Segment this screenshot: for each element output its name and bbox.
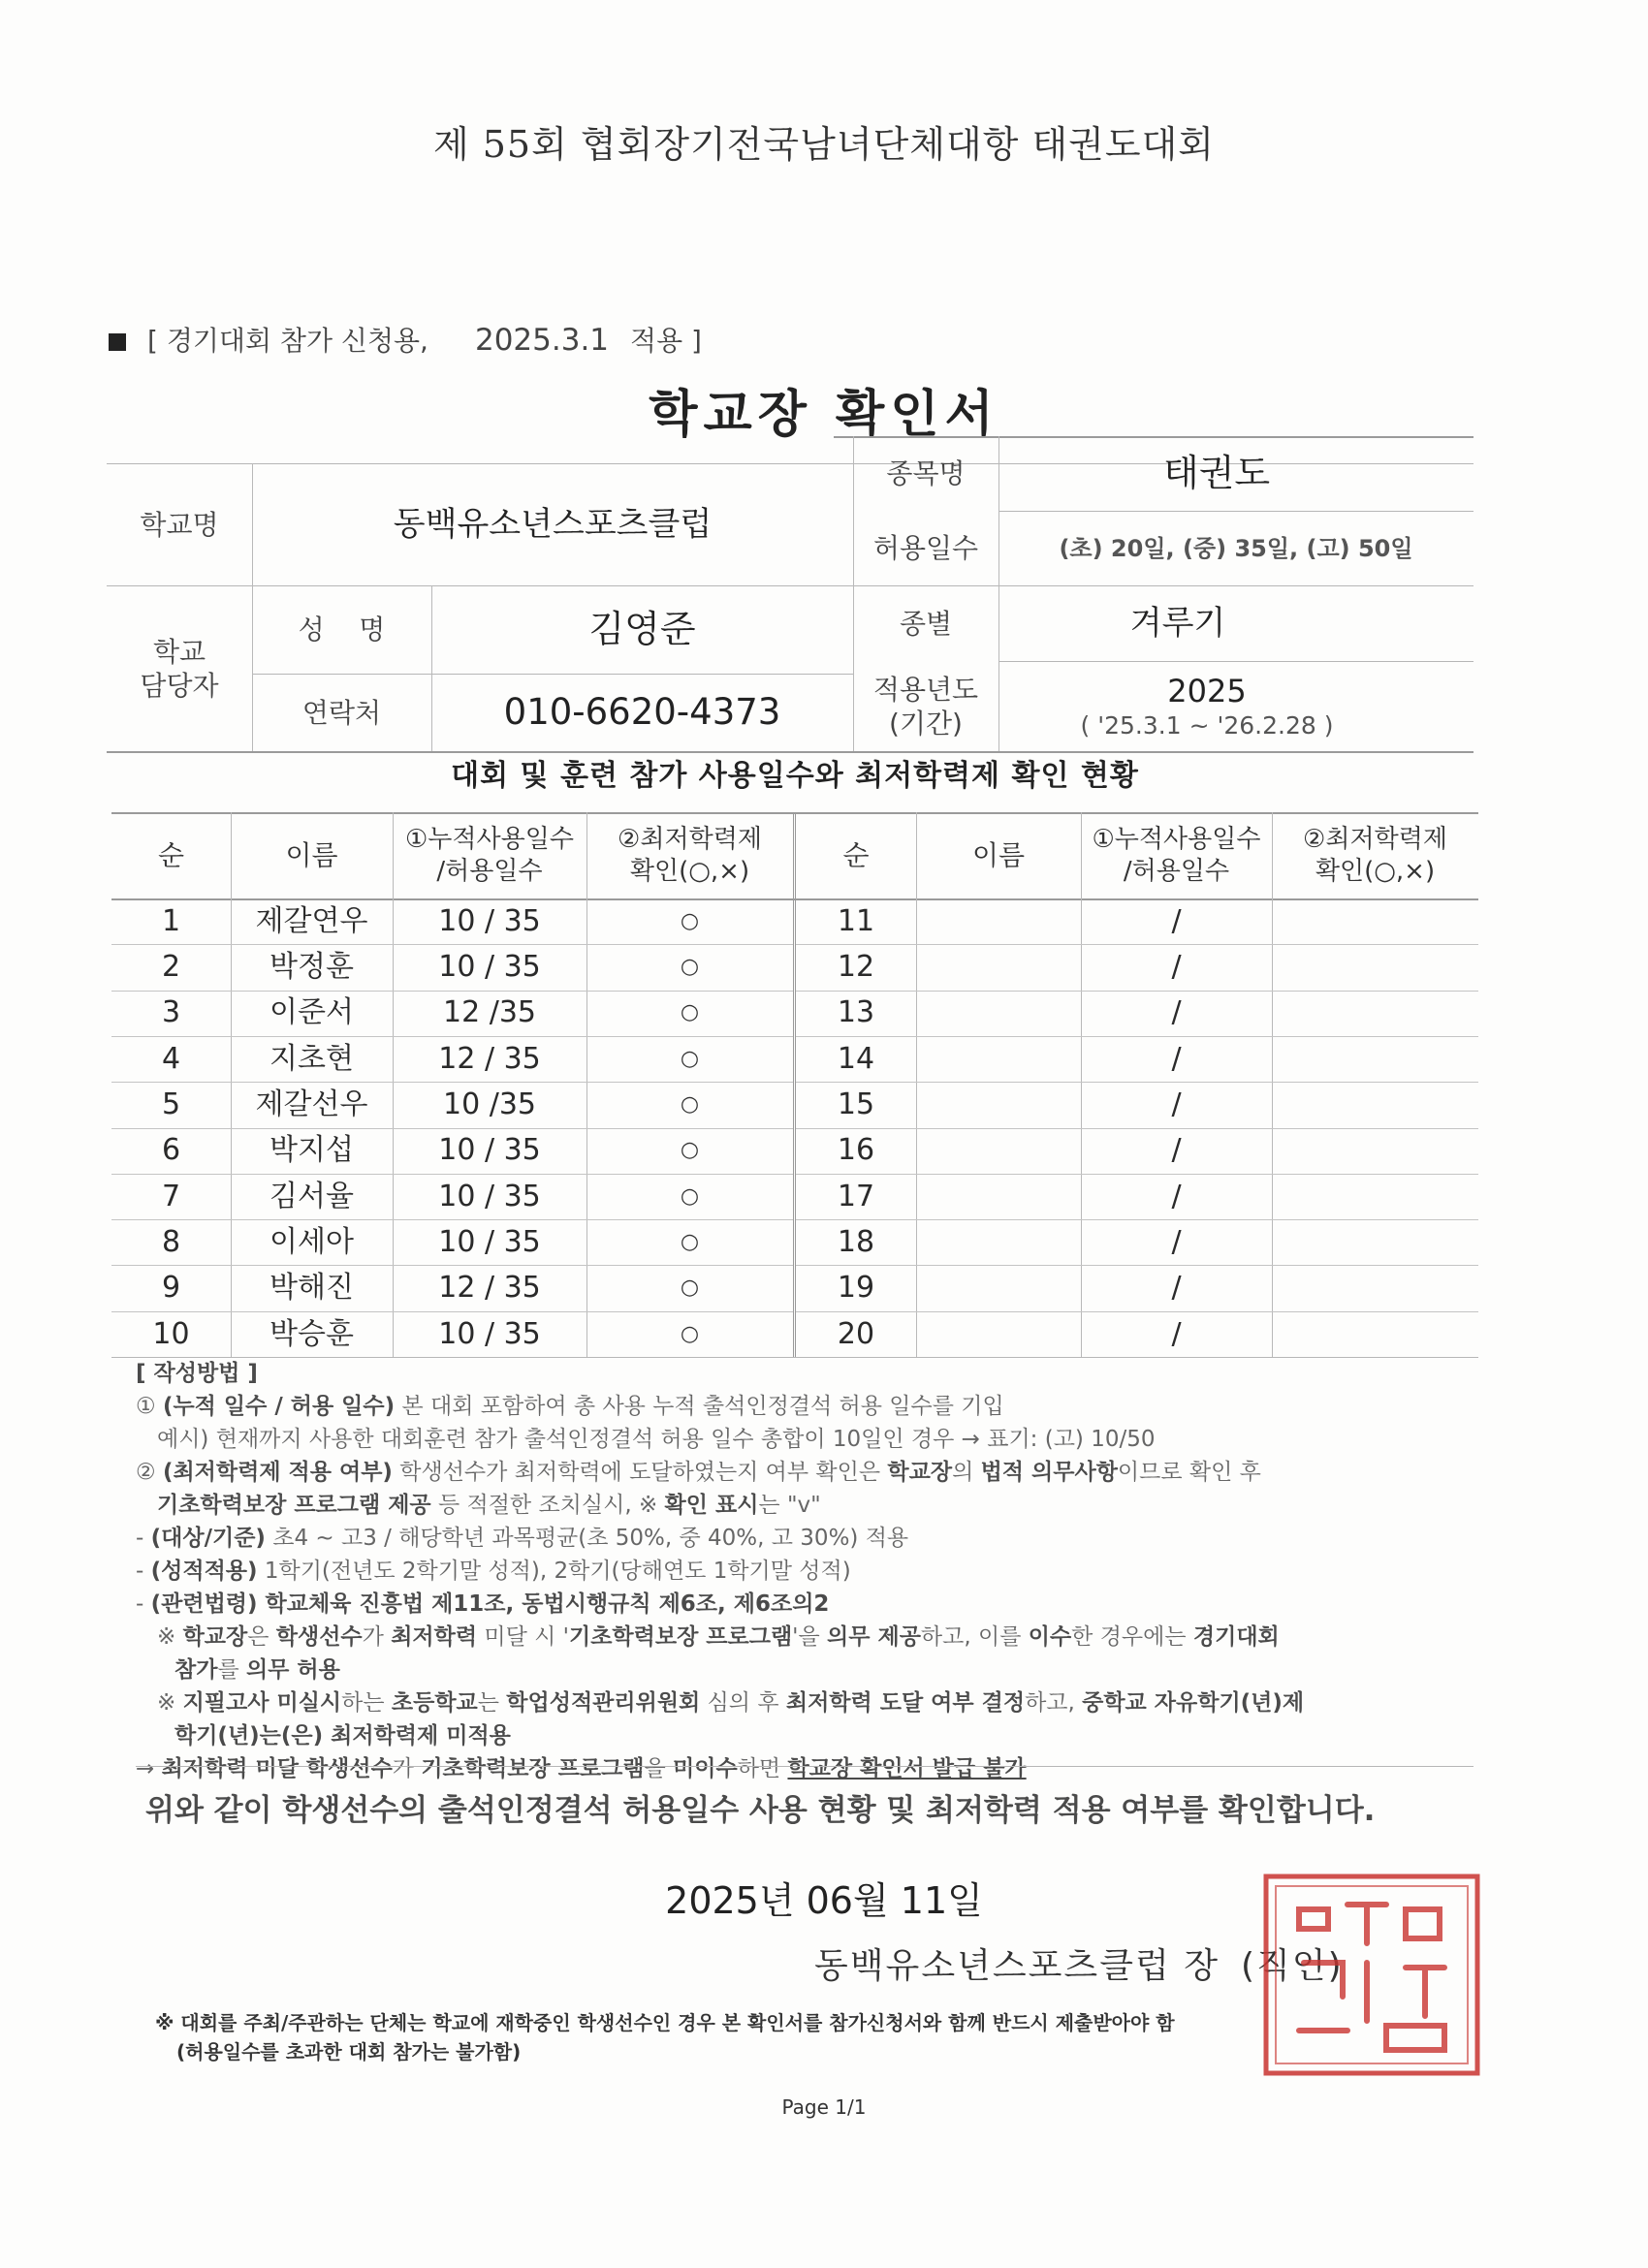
student-name — [916, 944, 1081, 990]
student-name — [916, 1174, 1081, 1219]
row-number: 5 — [161, 1087, 181, 1122]
grade-check: ○ — [680, 955, 700, 980]
row-number: 4 — [161, 1041, 181, 1076]
days-used: 10 / 35 — [438, 1224, 541, 1259]
row-number: 16 — [837, 1133, 875, 1168]
student-name: 제갈연우 — [255, 903, 368, 938]
confirmation-statement: 위와 같이 학생선수의 출석인정결석 허용일수 사용 현황 및 최저학력 적용 여부를 확인합니다. — [145, 1793, 1376, 1828]
instruction-line: → 최저학력 미달 학생선수가 기초학력보장 프로그램을 미이수하면 학교장 확인서 발급 불가 — [136, 1756, 1027, 1781]
grade-check: ○ — [680, 1138, 700, 1163]
instruction-line: 기초학력보장 프로그램 제공 등 적절한 조치실시, ※ 확인 표시는 "v" — [157, 1493, 821, 1518]
days-used: / — [1171, 1316, 1182, 1351]
col-header-grade-right: ②최저학력제 확인(○,×) — [1303, 825, 1447, 886]
row-number: 8 — [161, 1224, 181, 1259]
sport-value: 태권도 — [1163, 451, 1271, 494]
row-number: 6 — [161, 1133, 181, 1168]
instruction-line: - (관련법령) 학교체육 진흥법 제11조, 동법시행규칙 제6조, 제6조의2 — [136, 1591, 830, 1617]
manager-name-value: 김영준 — [588, 607, 696, 650]
col-header-days: ①누적사용일수 /허용일수 — [404, 825, 574, 886]
instruction-line: 학기(년)는(은) 최저학력제 미적용 — [174, 1723, 511, 1748]
grade-check: ○ — [680, 908, 700, 933]
grade-check — [1272, 1311, 1478, 1357]
notice-line-2: (허용일수를 초과한 대회 참가는 불가함) — [176, 2040, 522, 2063]
days-used: 10 / 35 — [438, 1133, 541, 1168]
student-name — [916, 1082, 1081, 1127]
contact-label: 연락처 — [301, 696, 382, 729]
instruction-line: ① (누적 일수 / 허용 일수) 본 대회 포함하여 총 사용 누적 출석인정결석 허용 일수를 기입 — [136, 1394, 1004, 1419]
student-name: 박승훈 — [269, 1316, 354, 1351]
name-label: 성 명 — [298, 614, 386, 646]
row-number: 11 — [837, 903, 875, 938]
days-used: 10 /35 — [443, 1087, 536, 1122]
footer-notice — [155, 2008, 1175, 2066]
student-name: 지초현 — [269, 1041, 354, 1076]
grade-check — [1272, 944, 1478, 990]
days-used: / — [1171, 1087, 1182, 1122]
row-number: 19 — [837, 1271, 875, 1306]
notice-line-1: ※ 대회를 주최/주관하는 단체는 학교에 재학중인 학생선수인 경우 본 확인서를 참가신청서와 함께 반드시 제출받아야 함 — [155, 2011, 1175, 2034]
status-section-title: 대회 및 훈련 참가 사용일수와 최저학력제 확인 현황 — [451, 759, 1139, 793]
days-used: / — [1171, 1224, 1182, 1259]
col-header-name-right: 이름 — [971, 839, 1026, 871]
row-number: 1 — [161, 903, 181, 938]
grade-check — [1272, 898, 1478, 944]
days-used: 10 / 35 — [438, 1316, 541, 1351]
grade-check: ○ — [680, 1000, 700, 1025]
student-name: 김서율 — [269, 1179, 354, 1213]
days-used: / — [1171, 903, 1182, 938]
event-category-label: 종별 — [899, 607, 953, 640]
row-number: 3 — [161, 995, 181, 1030]
col-header-no: 순 — [157, 839, 185, 871]
row-number: 13 — [837, 995, 875, 1030]
instruction-line: ※ 학교장은 학생선수가 최저학력 미달 시 '기초학력보장 프로그램'을 의무 제공하고, 이를 이수한 경우에는 경기대회 — [157, 1624, 1280, 1650]
student-name: 이준서 — [269, 995, 354, 1030]
student-name: 박정훈 — [269, 950, 354, 985]
col-header-days-right: ①누적사용일수 /허용일수 — [1092, 825, 1261, 886]
col-header-name: 이름 — [285, 839, 338, 871]
allowed-days-label: 허용일수 — [872, 532, 979, 564]
seal-glyph-strokes — [1299, 1905, 1444, 2050]
instructions-block — [136, 1357, 1512, 1785]
student-name: 박지섭 — [269, 1133, 354, 1168]
student-name: 제갈선우 — [255, 1087, 368, 1122]
school-name-label: 학교명 — [140, 508, 219, 541]
apply-year-cell — [998, 661, 1415, 751]
grade-check — [1272, 1082, 1478, 1127]
signer-name: 동백유소년스포츠클럽 장 — [814, 1946, 1220, 1986]
days-used: 10 / 35 — [438, 950, 541, 985]
grade-check: ○ — [680, 1092, 700, 1118]
student-name: 이세아 — [269, 1224, 354, 1259]
row-number: 20 — [837, 1316, 875, 1351]
student-name — [916, 1128, 1081, 1174]
seal-placeholder: (직인) — [1240, 1946, 1344, 1986]
manager-label: 학교 담당자 — [140, 635, 219, 702]
instruction-line: 예시) 현재까지 사용한 대회훈련 참가 출석인정결석 허용 일수 총합이 10일인 경우 → 표기: (고) 10/50 — [157, 1427, 1156, 1452]
contact-value: 010-6620-4373 — [503, 690, 781, 733]
signature-date: 2025년 06월 11일 — [665, 1879, 983, 1922]
row-number: 18 — [837, 1224, 875, 1259]
grade-check — [1272, 1219, 1478, 1265]
row-number: 12 — [837, 950, 875, 985]
days-used: / — [1171, 1133, 1182, 1168]
grade-check — [1272, 1128, 1478, 1174]
days-used: / — [1171, 950, 1182, 985]
student-name — [916, 1036, 1081, 1082]
row-number: 15 — [837, 1087, 875, 1122]
student-name — [916, 898, 1081, 944]
usage-date: 2025.3.1 — [474, 323, 610, 358]
allowed-days-value: (초) 20일, (중) 35일, (고) 50일 — [1059, 534, 1413, 562]
days-used: / — [1171, 995, 1182, 1030]
apply-period-value: ( '25.3.1 ~ '26.2.28 ) — [1080, 710, 1334, 740]
days-used: / — [1171, 1271, 1182, 1306]
student-name — [916, 1219, 1081, 1265]
days-used: 12 / 35 — [438, 1271, 541, 1306]
school-name-value: 동백유소년스포츠클럽 — [393, 504, 713, 544]
instruction-line: ② (최저학력제 적용 여부) 학생선수가 최저학력에 도달하였는지 여부 확인은 학교장의 법적 의무사항이므로 확인 후 — [136, 1460, 1261, 1485]
student-name — [916, 991, 1081, 1036]
grade-check — [1272, 1265, 1478, 1310]
row-number: 17 — [837, 1179, 875, 1213]
days-used: 12 /35 — [443, 995, 536, 1030]
grade-check — [1272, 1174, 1478, 1219]
instructions-heading: [ 작성방법 ] — [136, 1361, 258, 1386]
usage-prefix: [ 경기대회 참가 신청용, — [147, 325, 428, 357]
instruction-line: - (성적적용) 1학기(전년도 2학기말 성적), 2학기(당해연도 1학기말 성적) — [136, 1559, 851, 1584]
student-name — [916, 1311, 1081, 1357]
col-header-no-right: 순 — [842, 839, 870, 871]
row-number: 9 — [161, 1271, 181, 1306]
sport-label: 종목명 — [886, 457, 966, 489]
days-used: 10 / 35 — [438, 903, 541, 938]
instruction-line: - (대상/기준) 초4 ~ 고3 / 해당학년 과목평균(초 50%, 중 40%, 고 30%) 적용 — [136, 1526, 909, 1551]
days-used: 12 / 35 — [438, 1041, 541, 1076]
form-usage-note — [109, 320, 702, 359]
grade-check: ○ — [680, 1183, 700, 1209]
grade-check — [1272, 991, 1478, 1036]
square-bullet-icon — [109, 333, 126, 351]
grade-check: ○ — [680, 1229, 700, 1254]
days-used: / — [1171, 1041, 1182, 1076]
row-number: 7 — [161, 1179, 181, 1213]
row-number: 2 — [161, 950, 181, 985]
days-used: 10 / 35 — [438, 1179, 541, 1213]
days-used: / — [1171, 1179, 1182, 1213]
student-name: 박해진 — [269, 1271, 354, 1306]
page-number: Page 1/1 — [781, 2095, 867, 2119]
grade-check: ○ — [680, 1276, 700, 1301]
event-title: 제 55회 협회장기전국남녀단체대항 태권도대회 — [432, 123, 1216, 166]
row-number: 10 — [152, 1316, 190, 1351]
grade-check: ○ — [680, 1321, 700, 1346]
apply-year-label: 적용년도 (기간) — [872, 673, 979, 740]
event-category-value: 겨루기 — [1129, 603, 1226, 643]
usage-suffix: 적용 ] — [630, 325, 702, 357]
grade-check: ○ — [680, 1046, 700, 1071]
student-name — [916, 1265, 1081, 1310]
instruction-line: 참가를 의무 허용 — [174, 1657, 340, 1683]
document-title: 학교장 확인서 — [649, 386, 999, 444]
apply-year-value: 2025 — [1167, 672, 1247, 709]
grade-check — [1272, 1036, 1478, 1082]
row-number: 14 — [837, 1041, 875, 1076]
instruction-line: ※ 지필고사 미실시하는 초등학교는 학업성적관리위원회 심의 후 최저학력 도달 여부 결정하고, 중학교 자유학기(년)제 — [157, 1690, 1305, 1716]
official-seal-stamp — [1260, 1871, 1483, 2079]
col-header-grade: ②최저학력제 확인(○,×) — [618, 825, 762, 886]
